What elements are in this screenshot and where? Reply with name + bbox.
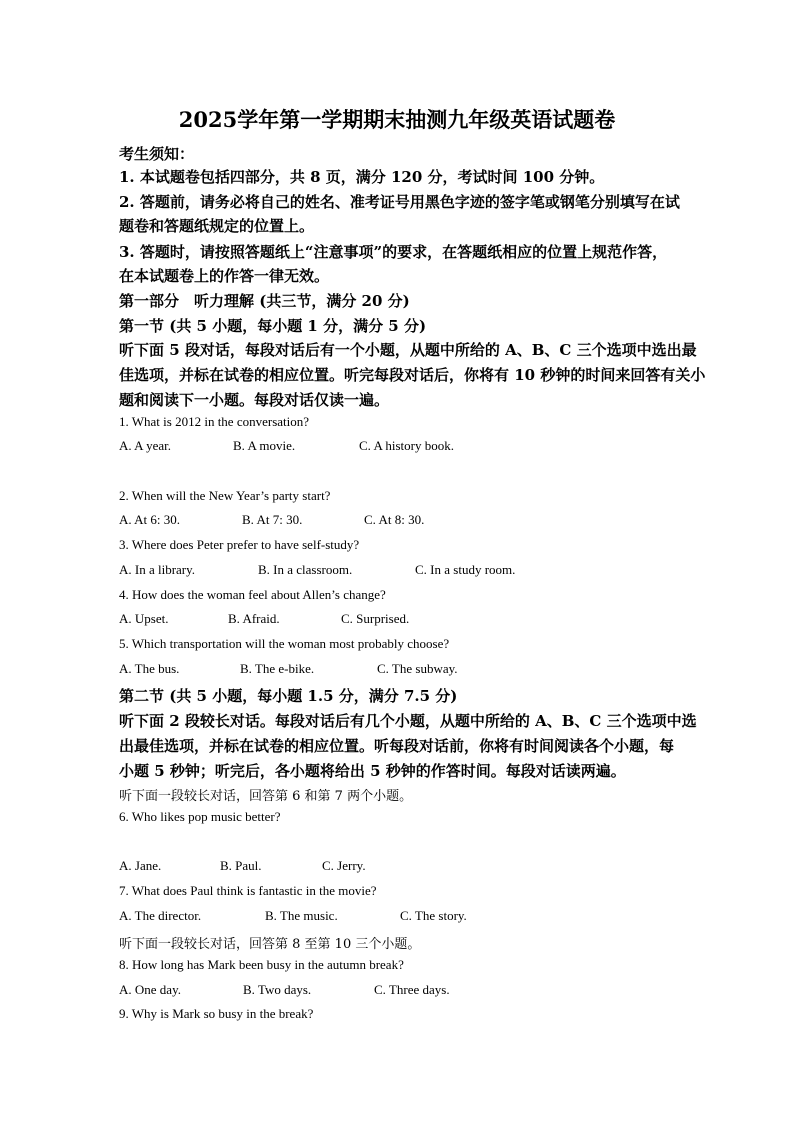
question-8: 8. How long has Mark been busy in the autumn break? — [119, 957, 404, 972]
option-c: C. In a study room. — [415, 562, 516, 577]
question-6: 6. Who likes pop music better? — [119, 809, 281, 824]
option-a: A. One day. — [119, 982, 181, 997]
option-a: A. The director. — [119, 908, 202, 923]
option-a: A. The bus. — [119, 661, 180, 676]
option-c: C. A history book. — [359, 438, 454, 453]
section1-directions: 听下面 5 段对话，每段对话后有一个小题，从题中所给的 A、B、C 三个选项中选出最 — [119, 341, 697, 359]
option-b: B. A movie. — [233, 438, 296, 453]
question-5: 5. Which transportation will the woman most probably choose? — [119, 636, 450, 651]
question-3: 3. Where does Peter prefer to have self-study? — [119, 537, 360, 552]
question-7: 7. What does Paul think is fantastic in the movie? — [119, 883, 377, 898]
option-a: A. Upset. — [119, 611, 169, 626]
part1-heading: 第一部分 听力理解 (共三节，满分 20 分) — [119, 292, 410, 310]
option-c: C. Three days. — [374, 982, 450, 997]
section1-heading: 第一节 (共 5 小题，每小题 1 分，满分 5 分) — [119, 317, 427, 335]
instruction-line: 在本试题卷上的作答一律无效。 — [119, 267, 330, 285]
option-c: C. The subway. — [377, 661, 458, 676]
section1-directions: 佳选项，并标在试卷的相应位置。听完每段对话后，你将有 10 秒钟的时间来回答有关小 — [119, 366, 706, 384]
option-b: B. Paul. — [220, 858, 262, 873]
option-b: B. The music. — [265, 908, 338, 923]
section2-heading: 第二节 (共 5 小题，每小题 1.5 分，满分 7.5 分) — [119, 687, 458, 705]
option-c: C. Surprised. — [341, 611, 410, 626]
option-a: A. At 6: 30. — [119, 512, 181, 527]
instruction-line: 2. 答题前，请务必将自己的姓名、准考证号用黑色字迹的签字笔或钢笔分别填写在试 — [119, 193, 680, 211]
dialogue-note: 听下面一段较长对话，回答第 8 至第 10 三个小题。 — [119, 937, 421, 952]
instruction-line: 1. 本试题卷包括四部分，共 8 页，满分 120 分，考试时间 100 分钟。 — [119, 168, 605, 186]
option-c: C. Jerry. — [322, 858, 366, 873]
instruction-line: 3. 答题时，请按照答题纸上“注意事项”的要求，在答题纸相应的位置上规范作答， — [119, 243, 668, 261]
option-b: B. In a classroom. — [258, 562, 353, 577]
section1-directions: 题和阅读下一小题。每段对话仅读一遍。 — [119, 391, 390, 409]
option-a: A. A year. — [119, 438, 171, 453]
option-b: B. The e-bike. — [240, 661, 315, 676]
option-a: A. In a library. — [119, 562, 196, 577]
section2-directions: 听下面 2 段较长对话。每段对话后有几个小题，从题中所给的 A、B、C 三个选项中选 — [119, 712, 697, 730]
instruction-line: 题卷和答题纸规定的位置上。 — [119, 217, 315, 235]
option-b: B. Two days. — [243, 982, 312, 997]
dialogue-note: 听下面一段较长对话，回答第 6 和第 7 两个小题。 — [119, 789, 413, 804]
section2-directions: 出最佳选项，并标在试卷的相应位置。听每段对话前，你将有时间阅读各个小题，每 — [119, 737, 675, 755]
question-4: 4. How does the woman feel about Allen’s change? — [119, 587, 386, 602]
option-b: B. At 7: 30. — [242, 512, 303, 527]
question-2: 2. When will the New Year’s party start? — [119, 488, 331, 503]
option-a: A. Jane. — [119, 858, 162, 873]
instructions-heading: 考生须知： — [119, 145, 195, 163]
question-9: 9. Why is Mark so busy in the break? — [119, 1006, 314, 1021]
question-1: 1. What is 2012 in the conversation? — [119, 414, 310, 429]
option-c: C. The story. — [400, 908, 467, 923]
section2-directions: 小题 5 秒钟；听完后，各小题将给出 5 秒钟的作答时间。每段对话读两遍。 — [119, 762, 626, 780]
option-b: B. Afraid. — [228, 611, 280, 626]
page-title: 2025学年第一学期期末抽测九年级英语试题卷 — [178, 107, 616, 132]
option-c: C. At 8: 30. — [364, 512, 425, 527]
